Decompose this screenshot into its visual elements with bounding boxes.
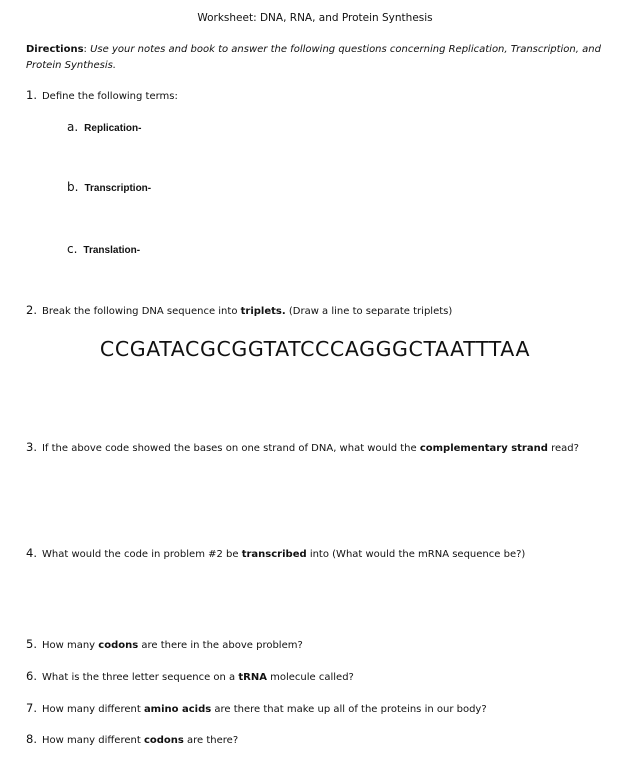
question-7 xyxy=(26,701,487,715)
question-keyword: complementary strand xyxy=(419,443,548,454)
question-number: 8. xyxy=(26,732,37,746)
question-keyword: amino acids xyxy=(143,704,212,715)
question-keyword: codons xyxy=(143,735,184,746)
question-5 xyxy=(26,637,303,651)
directions-text: Use your notes and book to answer the following questions concerning Replication, Transcription, and Protein Synthesis. xyxy=(26,44,601,71)
question-number: 2. xyxy=(26,303,37,317)
question-text-end: are there in the above problem? xyxy=(138,640,303,651)
question-4 xyxy=(26,546,525,560)
question-keyword: transcribed xyxy=(241,549,307,560)
question-2 xyxy=(26,303,452,317)
term-letter: c. xyxy=(67,242,78,256)
question-text-end: read? xyxy=(547,443,579,454)
question-6 xyxy=(26,669,354,683)
question-text-end: are there? xyxy=(183,735,239,746)
term-label: Translation- xyxy=(83,245,141,256)
question-text-end: molecule called? xyxy=(266,672,354,683)
question-number: 3. xyxy=(26,440,37,454)
dna-sequence: CCGATACGCGGTATCCCAGGGCTAATTTAA xyxy=(99,337,531,361)
term-replication xyxy=(67,120,141,134)
term-translation xyxy=(67,242,140,256)
question-text-end: (Draw a line to separate triplets) xyxy=(285,306,453,317)
page-title: Worksheet: DNA, RNA, and Protein Synthesis xyxy=(197,12,433,24)
term-label: Replication- xyxy=(84,123,142,134)
question-number: 1. xyxy=(26,88,37,102)
question-8 xyxy=(26,732,238,746)
question-text: Break the following DNA sequence into xyxy=(41,306,241,317)
term-letter: a. xyxy=(67,120,79,134)
question-text: What is the three letter sequence on a xyxy=(41,672,239,683)
directions: Directions: Use your notes and book to answer the following questions concerning Replication, Transcription, and Protein Synthesis. xyxy=(26,44,601,71)
question-text: Define the following terms: xyxy=(41,91,178,102)
question-1 xyxy=(26,88,178,102)
question-number: 4. xyxy=(26,546,37,560)
term-letter: b. xyxy=(67,180,79,194)
question-text: If the above code showed the bases on one strand of DNA, what would the xyxy=(41,443,420,454)
term-transcription xyxy=(67,180,151,194)
question-keyword: codons xyxy=(98,640,139,651)
question-number: 7. xyxy=(26,701,37,715)
question-text: How many different xyxy=(41,735,144,746)
question-text: How many xyxy=(41,640,99,651)
question-3 xyxy=(26,440,579,454)
question-keyword: tRNA xyxy=(238,672,267,683)
question-text: How many different xyxy=(41,704,144,715)
question-number: 5. xyxy=(26,637,37,651)
question-keyword: triplets. xyxy=(240,306,286,317)
question-number: 6. xyxy=(26,669,37,683)
term-label: Transcription- xyxy=(84,183,152,194)
directions-label: Directions xyxy=(26,44,84,55)
question-text: What would the code in problem #2 be xyxy=(41,549,242,560)
question-text-end: into (What would the mRNA sequence be?) xyxy=(306,549,526,560)
question-text-end: are there that make up all of the proteins in our body? xyxy=(211,704,487,715)
